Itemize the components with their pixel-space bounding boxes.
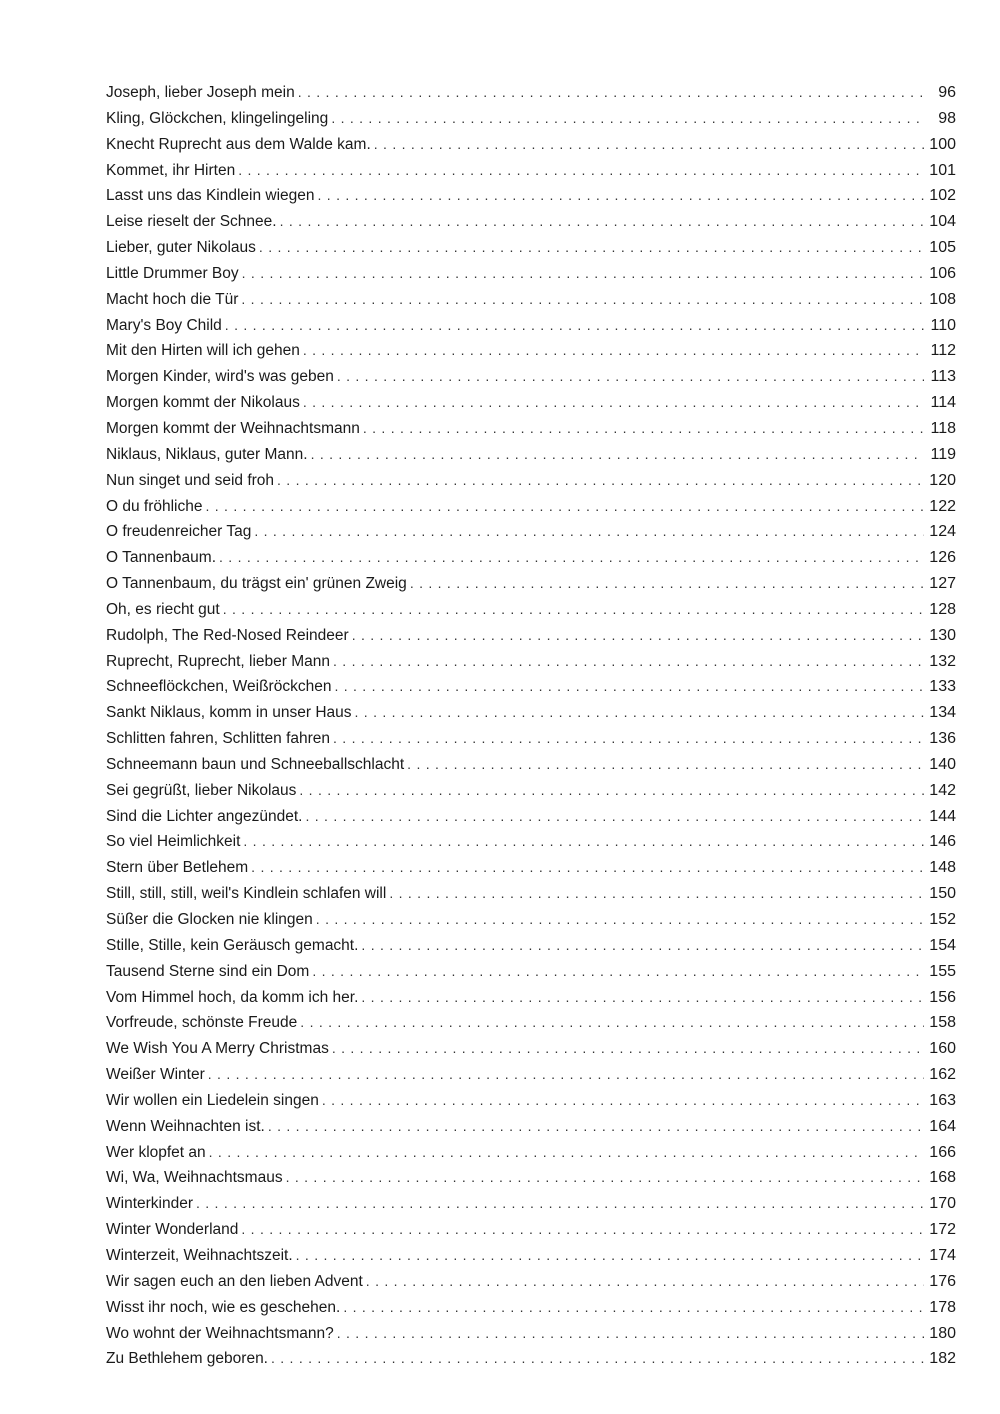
toc-entry-title: O du fröhliche: [106, 497, 203, 515]
toc-entry[interactable]: [106, 1217, 956, 1243]
dot-leader: [223, 597, 924, 623]
toc-entry-page-number: 168: [929, 1169, 956, 1187]
dot-leader: [343, 1295, 924, 1321]
toc-entry-title: Mary's Boy Child: [106, 316, 222, 334]
dot-leader: [259, 235, 924, 261]
toc-entry[interactable]: [106, 235, 956, 261]
dot-leader: [196, 1191, 924, 1217]
toc-entry-page-number: 106: [929, 264, 956, 282]
toc-entry-page-number: 114: [930, 394, 956, 412]
toc-entry-title: Macht hoch die Tür: [106, 290, 239, 308]
toc-entry[interactable]: [106, 1295, 956, 1321]
toc-entry[interactable]: [106, 829, 956, 855]
toc-entry[interactable]: [106, 338, 956, 364]
dot-leader: [209, 1140, 924, 1166]
toc-entry[interactable]: [106, 804, 956, 830]
toc-entry-title: O freudenreicher Tag: [106, 523, 252, 541]
toc-entry-title: O Tannenbaum.: [106, 549, 217, 567]
toc-entry-page-number: 96: [938, 84, 956, 101]
toc-entry-page-number: 144: [929, 807, 956, 825]
dot-leader: [242, 261, 924, 287]
dot-leader: [318, 183, 924, 209]
toc-entry-title: Stern über Betlehem: [106, 859, 249, 877]
toc-entry-title: Joseph, lieber Joseph mein: [106, 84, 295, 101]
toc-entry[interactable]: [106, 1062, 956, 1088]
toc-entry[interactable]: [106, 1321, 956, 1347]
toc-entry-page-number: 112: [930, 342, 956, 360]
toc-entry-title: Winter Wonderland: [106, 1221, 239, 1239]
toc-entry[interactable]: [106, 700, 956, 726]
dot-leader: [271, 1346, 924, 1372]
toc-entry-title: Morgen kommt der Nikolaus: [106, 394, 300, 412]
toc-entry-page-number: 104: [929, 213, 956, 231]
dot-leader: [238, 158, 924, 184]
toc-entry-page-number: 128: [929, 600, 956, 618]
toc-entry-title: Schneeflöckchen, Weißröckchen: [106, 678, 332, 696]
dot-leader: [208, 1062, 924, 1088]
toc-entry-title: Wisst ihr noch, wie es geschehen.: [106, 1298, 341, 1316]
toc-entry-page-number: 152: [929, 911, 956, 928]
toc-entry-title: Süßer die Glocken nie klingen: [106, 911, 313, 928]
toc-entry-title: Little Drummer Boy: [106, 264, 239, 282]
dot-leader: [241, 287, 924, 313]
toc-entry-title: Vorfreude, schönste Freude: [106, 1014, 298, 1032]
toc-entry-page-number: 176: [929, 1272, 956, 1290]
toc-entry-title: Winterzeit, Weihnachtszeit.: [106, 1246, 293, 1264]
toc-entry-page-number: 170: [929, 1195, 956, 1213]
toc-entry-page-number: 140: [929, 755, 956, 773]
dot-leader: [316, 907, 924, 933]
toc-entry-title: Niklaus, Niklaus, guter Mann.: [106, 445, 308, 463]
dot-leader: [277, 468, 924, 494]
toc-entry-page-number: 98: [938, 109, 956, 127]
toc-entry-page-number: 172: [929, 1221, 956, 1239]
toc-entry[interactable]: [106, 674, 956, 700]
toc-entry-title: Wo wohnt der Weihnachtsmann?: [106, 1324, 334, 1342]
dot-leader: [280, 209, 924, 235]
toc-entry-title: Morgen kommt der Weihnachtsmann: [106, 419, 360, 437]
toc-entry-page-number: 119: [930, 445, 956, 463]
toc-entry-title: Leise rieselt der Schnee.: [106, 213, 277, 231]
dot-leader: [299, 778, 924, 804]
dot-leader: [243, 829, 924, 855]
toc-entry-page-number: 146: [929, 833, 956, 851]
toc-entry-page-number: 178: [929, 1298, 956, 1316]
dot-leader: [251, 855, 924, 881]
toc-entry[interactable]: [106, 442, 956, 468]
toc-entry[interactable]: [106, 468, 956, 494]
toc-entry-title: Rudolph, The Red-Nosed Reindeer: [106, 626, 349, 644]
toc-entry-page-number: 130: [929, 626, 956, 644]
toc-entry-page-number: 160: [929, 1040, 956, 1058]
dot-leader: [333, 649, 924, 675]
toc-entry-title: Wer klopfet an: [106, 1143, 206, 1161]
toc-entry[interactable]: [106, 649, 956, 675]
toc-entry-page-number: 100: [929, 135, 956, 153]
dot-leader: [352, 623, 924, 649]
dot-leader: [219, 545, 924, 571]
dot-leader: [366, 1269, 924, 1295]
toc-entry-title: Sind die Lichter angezündet.: [106, 807, 303, 825]
dot-leader: [410, 571, 924, 597]
toc-entry-page-number: 101: [929, 161, 956, 179]
dot-leader: [286, 1165, 924, 1191]
toc-entry-title: Stille, Stille, kein Geräusch gemacht.: [106, 936, 359, 954]
toc-entry[interactable]: [106, 1269, 956, 1295]
dot-leader: [206, 494, 925, 520]
toc-entry[interactable]: [106, 933, 956, 959]
toc-entry-title: We Wish You A Merry Christmas: [106, 1040, 329, 1058]
toc-entry-page-number: 120: [929, 471, 956, 489]
toc-entry[interactable]: [106, 1165, 956, 1191]
toc-entry-page-number: 118: [930, 419, 956, 437]
dot-leader: [312, 959, 924, 985]
toc-entry[interactable]: [106, 209, 956, 235]
toc-entry-page-number: 162: [929, 1066, 956, 1084]
toc-entry[interactable]: [106, 287, 956, 313]
toc-entry-page-number: 182: [929, 1350, 956, 1368]
toc-entry-page-number: 110: [930, 316, 956, 334]
toc-entry-title: Wir wollen ein Liedelein singen: [106, 1091, 319, 1109]
toc-entry-page-number: 134: [929, 704, 956, 722]
toc-entry[interactable]: [106, 1243, 956, 1269]
toc-entry[interactable]: [106, 416, 956, 442]
dot-leader: [363, 416, 924, 442]
toc-entry-title: Wenn Weihnachten ist.: [106, 1117, 265, 1135]
dot-leader: [355, 700, 924, 726]
toc-entry-page-number: 122: [929, 497, 956, 515]
dot-leader: [305, 804, 924, 830]
toc-entry-title: Tausend Sterne sind ein Dom: [106, 962, 310, 980]
toc-entry-page-number: 166: [929, 1143, 956, 1161]
toc-entry[interactable]: [106, 1114, 956, 1140]
toc-entry-title: Knecht Ruprecht aus dem Walde kam.: [106, 135, 371, 153]
toc-entry-title: Lasst uns das Kindlein wiegen: [106, 187, 315, 205]
toc-entry[interactable]: [106, 313, 956, 339]
dot-leader: [361, 933, 924, 959]
toc-entry-title: Schneemann baun und Schneeballschlacht: [106, 755, 405, 773]
dot-leader: [303, 338, 924, 364]
toc-entry-page-number: 156: [929, 988, 956, 1006]
toc-entry[interactable]: [106, 106, 956, 132]
dot-leader: [333, 726, 924, 752]
toc-entry-title: Schlitten fahren, Schlitten fahren: [106, 730, 331, 748]
toc-entry[interactable]: [106, 132, 956, 158]
dot-leader: [332, 1036, 924, 1062]
dot-leader: [225, 313, 924, 339]
toc-entry-page-number: 158: [929, 1014, 956, 1032]
toc-entry[interactable]: [106, 1010, 956, 1036]
toc-entry-title: Winterkinder: [106, 1195, 193, 1213]
dot-leader: [254, 519, 924, 545]
dot-leader: [268, 1114, 924, 1140]
toc-entry[interactable]: [106, 80, 956, 106]
toc-entry-page-number: 164: [929, 1117, 956, 1135]
toc-entry-title: Lieber, guter Nikolaus: [106, 239, 256, 257]
toc-entry-page-number: 124: [929, 523, 956, 541]
dot-leader: [303, 390, 924, 416]
toc-entry[interactable]: [106, 959, 956, 985]
toc-entry[interactable]: [106, 855, 956, 881]
toc-entry-title: Weißer Winter: [106, 1066, 205, 1084]
toc-entry-title: Oh, es riecht gut: [106, 600, 220, 618]
toc-entry-page-number: 113: [930, 368, 956, 386]
toc-entry-title: Kling, Glöckchen, klingelingeling: [106, 109, 329, 127]
toc-entry[interactable]: [106, 158, 956, 184]
dot-leader: [300, 1010, 924, 1036]
toc-entry[interactable]: [106, 364, 956, 390]
table-of-contents: [106, 80, 956, 1372]
dot-leader: [361, 985, 924, 1011]
toc-entry-page-number: 108: [929, 290, 956, 308]
toc-entry-title: Wir sagen euch an den lieben Advent: [106, 1272, 363, 1290]
toc-entry-page-number: 163: [929, 1091, 956, 1109]
toc-entry[interactable]: [106, 1036, 956, 1062]
toc-entry-title: Still, still, still, weil's Kindlein schlafen will: [106, 885, 387, 903]
toc-entry[interactable]: [106, 881, 956, 907]
toc-entry[interactable]: [106, 778, 956, 804]
toc-entry[interactable]: [106, 571, 956, 597]
dot-leader: [241, 1217, 924, 1243]
toc-entry-title: Sei gegrüßt, lieber Nikolaus: [106, 781, 297, 799]
dot-leader: [311, 442, 924, 468]
dot-leader: [337, 364, 924, 390]
toc-entry-title: Ruprecht, Ruprecht, lieber Mann: [106, 652, 331, 670]
toc-entry-page-number: 154: [929, 936, 956, 954]
toc-entry-title: Mit den Hirten will ich gehen: [106, 342, 300, 360]
toc-entry-title: Nun singet und seid froh: [106, 471, 275, 489]
dot-leader: [374, 132, 924, 158]
toc-entry[interactable]: [106, 519, 956, 545]
toc-entry[interactable]: [106, 1191, 956, 1217]
toc-entry[interactable]: [106, 623, 956, 649]
toc-entry[interactable]: [106, 1140, 956, 1166]
toc-entry-title: Wi, Wa, Weihnachtsmaus: [106, 1169, 283, 1187]
dot-leader: [334, 674, 924, 700]
toc-entry-page-number: 132: [929, 652, 956, 670]
toc-entry[interactable]: [106, 907, 956, 933]
toc-entry-page-number: 127: [929, 575, 956, 593]
toc-entry-page-number: 142: [929, 781, 956, 799]
toc-entry-title: Morgen Kinder, wird's was geben: [106, 368, 334, 386]
dot-leader: [298, 80, 924, 106]
dot-leader: [296, 1243, 924, 1269]
dot-leader: [322, 1088, 924, 1114]
toc-entry-page-number: 105: [929, 239, 956, 257]
toc-entry-page-number: 174: [929, 1246, 956, 1264]
toc-entry-page-number: 136: [929, 730, 956, 748]
toc-entry[interactable]: [106, 494, 956, 520]
toc-entry-page-number: 126: [929, 549, 956, 567]
toc-entry-page-number: 148: [929, 859, 956, 877]
toc-entry-page-number: 155: [929, 962, 956, 980]
toc-entry[interactable]: [106, 545, 956, 571]
toc-entry[interactable]: [106, 1346, 956, 1372]
toc-entry[interactable]: [106, 752, 956, 778]
dot-leader: [337, 1321, 924, 1347]
toc-entry[interactable]: [106, 597, 956, 623]
dot-leader: [389, 881, 924, 907]
dot-leader: [407, 752, 924, 778]
toc-entry[interactable]: [106, 183, 956, 209]
toc-entry[interactable]: [106, 985, 956, 1011]
toc-entry-title: Zu Bethlehem geboren.: [106, 1350, 268, 1368]
toc-entry-title: So viel Heimlichkeit: [106, 833, 241, 851]
toc-entry-title: Vom Himmel hoch, da komm ich her.: [106, 988, 359, 1006]
toc-entry-page-number: 150: [929, 885, 956, 903]
toc-entry[interactable]: [106, 726, 956, 752]
toc-entry[interactable]: [106, 390, 956, 416]
toc-entry-title: Kommet, ihr Hirten: [106, 161, 236, 179]
toc-entry-page-number: 102: [929, 187, 956, 205]
toc-entry[interactable]: [106, 1088, 956, 1114]
toc-entry-title: O Tannenbaum, du trägst ein' grünen Zweig: [106, 575, 407, 593]
toc-entry[interactable]: [106, 261, 956, 287]
toc-entry-title: Sankt Niklaus, komm in unser Haus: [106, 704, 352, 722]
dot-leader: [331, 106, 924, 132]
toc-entry-page-number: 133: [929, 678, 956, 696]
toc-entry-page-number: 180: [929, 1324, 956, 1342]
